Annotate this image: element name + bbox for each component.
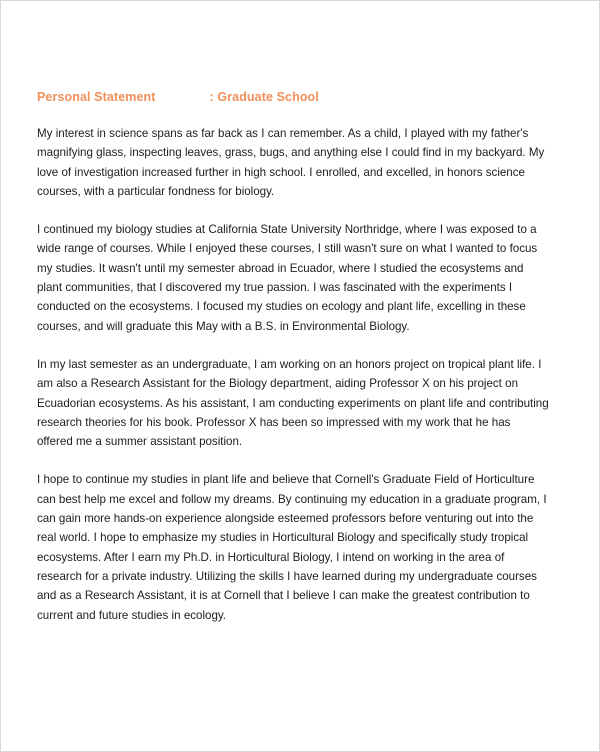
body-paragraph-2: I continued my biology studies at California State University Northridge, where I was exposed to a wide range of courses. While I enjoyed these courses, I still wasn't sure on what I wanted to focus my studies. It wasn't until my semester abroad in Ecuador, where I studied the ecosystems and plant communities, that I discovered my true passion. I was fascinated with the experiments I conducted on the ecosystems. I focused my studies on ecology and plant life, excelling in these courses, and will graduate this May with a B.S. in Environmental Biology. bbox=[37, 223, 538, 333]
page-title-subtitle: : Graduate School bbox=[209, 90, 319, 104]
body-paragraph-4: I hope to continue my studies in plant life and believe that Cornell's Graduate Field of Horticulture can best help me excel and follow my dreams. By continuing my education in a graduate program, I can gain more hands-on experience alongside esteemed professors before venturing out into the real world. I hope to emphasize my studies in Horticultural Biology and specifically study tropical ecosystems. After I earn my Ph.D. in Horticultural Biology, I intend on working in the area of research for a private industry. Utilizing the skills I have learned during my undergraduate courses and as a Research Assistant, it is at Cornell that I believe I can make the greatest contribution to current and future studies in ecology. bbox=[37, 473, 547, 622]
page-title-main: Personal Statement bbox=[37, 90, 156, 104]
body-paragraph-1: My interest in science spans as far back as I can remember. As a child, I played with my father's magnifying glass, inspecting leaves, grass, bugs, and anything else I could find in my backyard. My love of investigation increased further in high school. I enrolled, and excelled, in honors science courses, with a particular fondness for biology. bbox=[37, 127, 545, 198]
document-body bbox=[37, 89, 549, 625]
page-title bbox=[37, 89, 549, 106]
body-paragraph-3: In my last semester as an undergraduate, I am working on an honors project on tropical plant life. I am also a Research Assistant for the Biology department, aiding Professor X on his project on Ecuadorian ecosystems. As his assistant, I am conducting experiments on plant life and contributing research theories for his book. Professor X has been so impressed with my work that he has offered me a summer assistant position. bbox=[37, 357, 549, 449]
